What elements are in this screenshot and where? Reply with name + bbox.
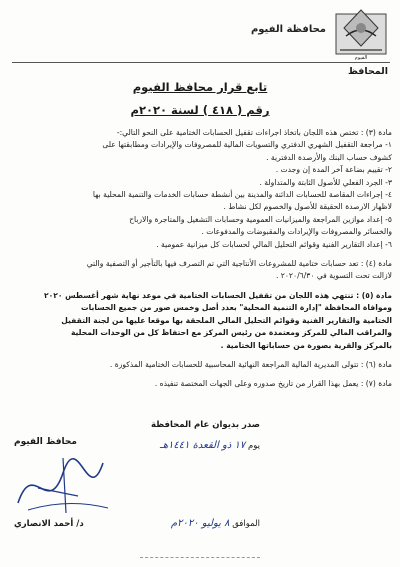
article-line: ٣- الجرد الفعلي للأصول الثابتة والمتداولة . [259, 177, 392, 187]
gregorian-prefix: الموافق [232, 519, 260, 529]
decree-body [6, 127, 392, 391]
office-label: المحافظ [348, 66, 388, 77]
article-line: مادة (٦) : تتولى المديرية المالية المراجعة النهائية المحاسبية للحسابات الختامية المذكورة . [109, 359, 392, 369]
spacer [6, 251, 392, 258]
article-line: لازالت تحت التسوية في ٢٠٢٠/٦/٣٠ . [275, 271, 392, 281]
article-line: ٢- تقييم بضاعة آخر المدة إن وجدت . [275, 165, 392, 175]
signatory-title: محافظ الفيوم [14, 437, 77, 447]
decision-number: رقم ( ٤١٨ ) لسنة ٢٠٢٠م [130, 103, 270, 117]
spacer [6, 352, 392, 359]
article-line: والمراقب المالي للمركز ومعتمدة من رئيس المركز مع احتفاظ كل من الوحدات المحلية [70, 328, 392, 338]
governorate-name: محافظة الفيوم [250, 24, 326, 35]
article-line: مادة (٣) : تختص هذه اللجان باتخاذ اجراءات تقفيل الحسابات الختامية على النحو التالي:- [116, 128, 392, 137]
svg-text:الفيوم: الفيوم [354, 55, 368, 61]
signatory-name: د/ أحمد الانصاري [14, 519, 84, 529]
spacer [6, 283, 392, 290]
article-line: مادة (٧) : يعمل بهذا القرار من تاريخ صدوره وعلى الجهات المختصة تنفيذه . [154, 379, 392, 389]
spacer [6, 371, 392, 378]
article-line: مادة (٥) : تنتهي هذه اللجان من تقفيل الحسابات الختامية في موعد نهاية شهر أغسطس ٢٠٢٠ [43, 290, 392, 300]
decision-title: تابع قرار محافظ الفيوم [132, 80, 268, 94]
article-line: كشوف حساب البنك والأرصدة الدفترية . [266, 152, 392, 162]
article-line: ٥- إعداد موازين المراجعة والميزانيات العمومية وحسابات التشغيل والمتاجرة والارباح [129, 214, 392, 224]
governorate-emblem-icon [332, 6, 390, 62]
page-bottom-mark [140, 557, 260, 563]
article-line: وموافاة المحافظة "إدارة التنمية المحلية" بعدد أصل وخمس صور من جميع الحسابات [80, 303, 392, 313]
article-line: والخسائر والمصروفات والإيرادات والمقبوضات والمدفوعات . [201, 227, 392, 237]
article-line: مادة (٤) : تعد حسابات ختامية للمشروعات الأنتاجية التي تم التصرف فيها بالتأجير أو التصفية والتي [86, 259, 392, 269]
hijri-date: ١٧ ذو القعدة ١٤٤١هـ [159, 440, 246, 451]
article-line: لاظهار الارصدة الحقيقة للأصول والخصوم لكل نشاط . [223, 202, 392, 212]
issued-at: صدر بديوان عام المحافظة [150, 420, 260, 430]
hijri-date-line [160, 440, 260, 451]
gregorian-date-line [171, 518, 260, 529]
signature-icon [8, 448, 118, 518]
article-line: بالمركز والقرية بصورة من حساباتها الختامية . [220, 340, 392, 350]
article-line: الختامية والتقارير الفنية وقوائم التحليل المالي الملحقة بها موقعا عليها من لجنة التقفيل [61, 315, 392, 325]
article-line: ٤- إجراءات المقاصة للحسابات الدائنة والمدينة بين أنشطة حسابات الخدمات والتنمية المحلية بها [92, 190, 392, 200]
article-line: ٦- إعداد التقارير الفنية وقوائم التحليل المالي لحسابات كل ميزانية عمومية . [156, 239, 392, 249]
header-divider [12, 62, 390, 63]
article-line: ١- مراجعة التقفيل الشهري الدفتري والتسويات المالية للمصروفات والإيرادات ومطابقتها على [102, 140, 392, 150]
gregorian-date: ٨ يوليو ٢٠٢٠م [170, 518, 230, 529]
hijri-prefix: يوم [247, 441, 260, 451]
